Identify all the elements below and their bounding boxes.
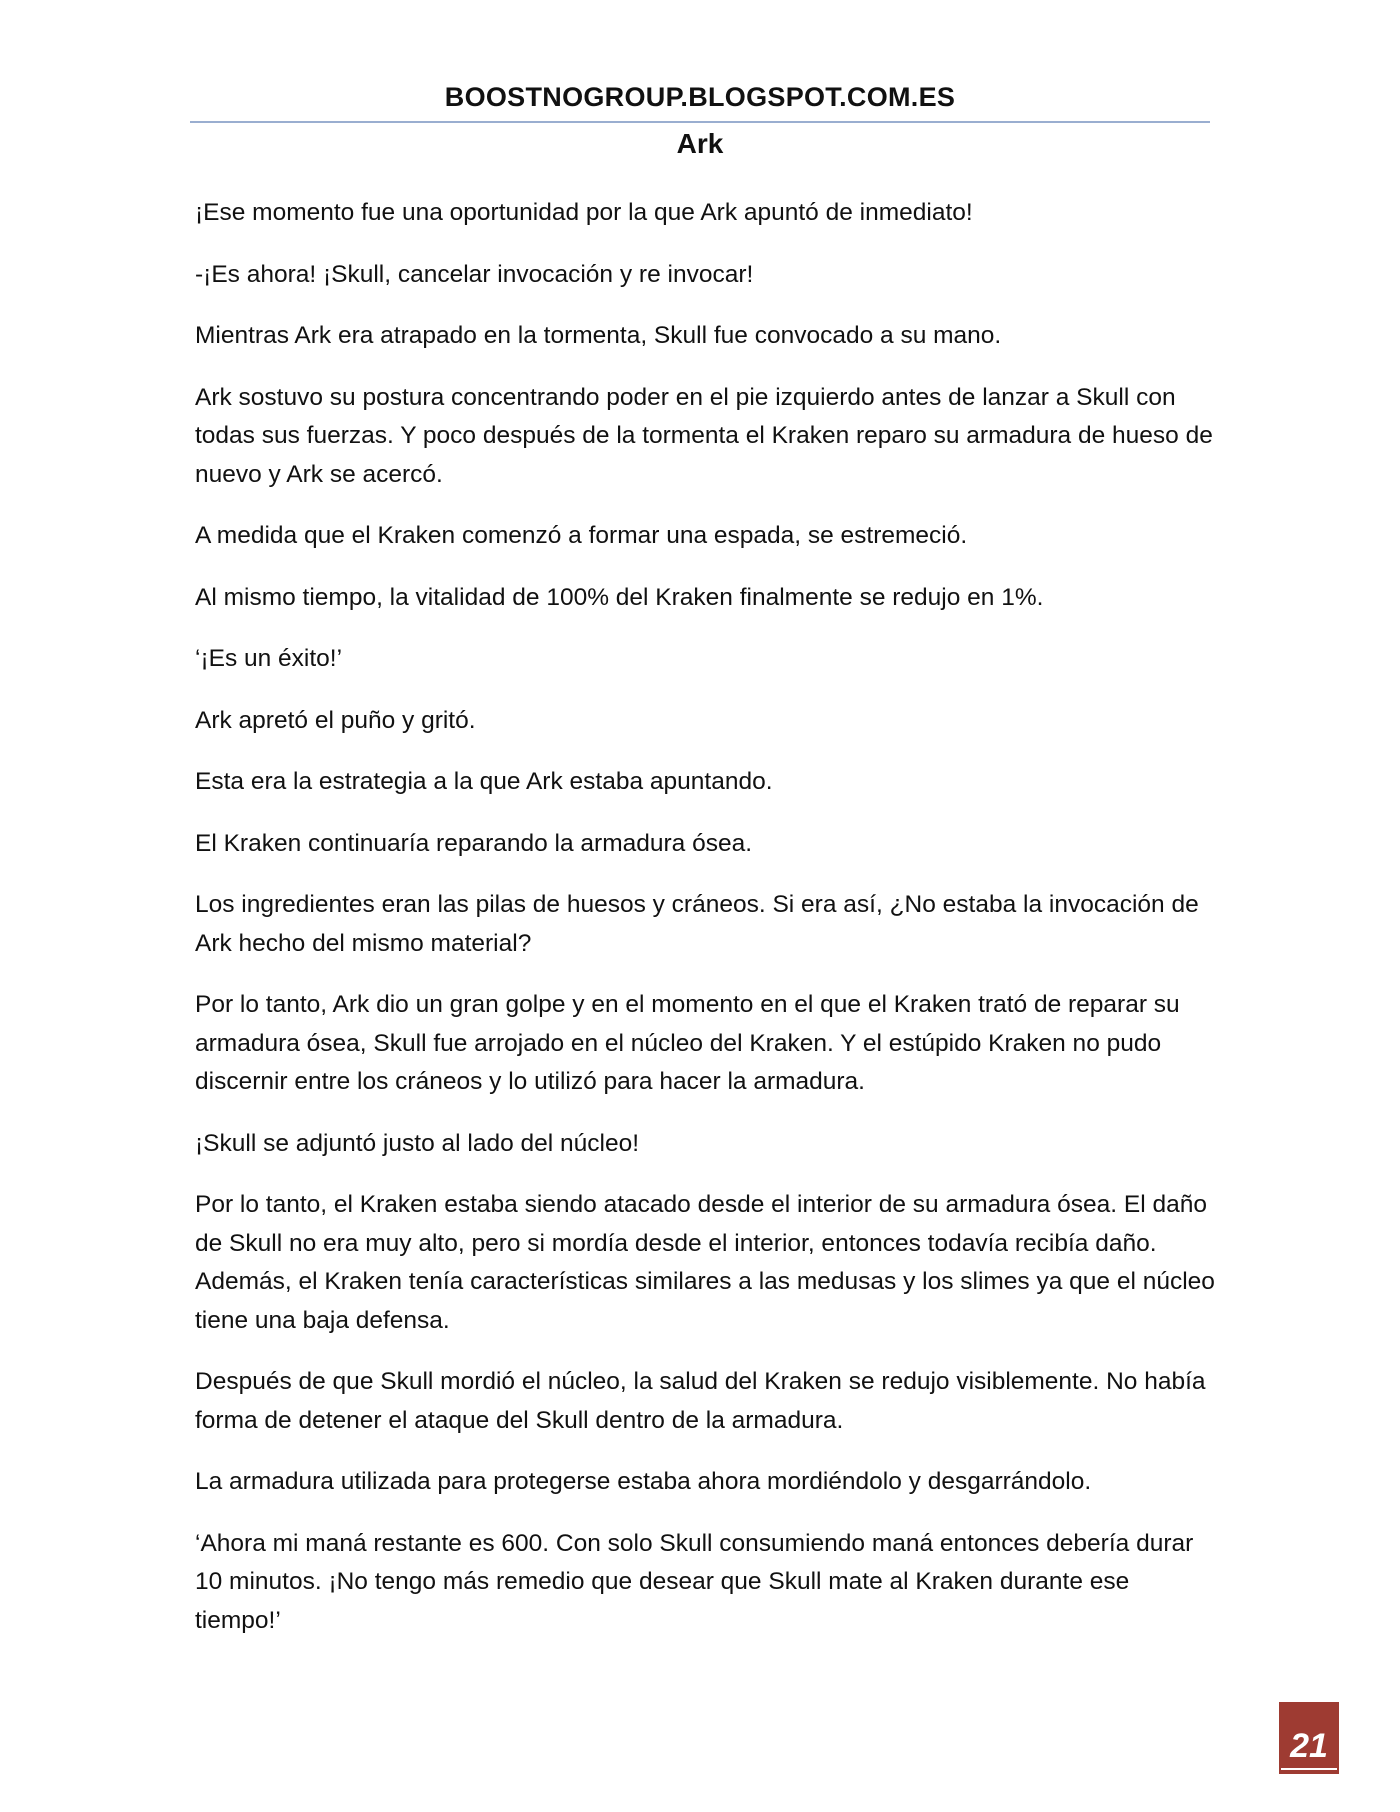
page-number: 21 — [1290, 1727, 1328, 1765]
paragraph: Ark apretó el puño y gritó. — [195, 706, 476, 734]
paragraph: Por lo tanto, Ark dio un gran golpe y en el momento en el que el Kraken trató de reparar su armadura ósea, Skull fue arrojado en el núcleo del Kraken. Y el estúpido Kraken no pudo discernir entre los cráneos y lo utilizó para hacer la armadura. — [195, 991, 1180, 1095]
paragraph: Ark sostuvo su postura concentrando poder en el pie izquierdo antes de lanzar a Skull con todas sus fuerzas. Y poco después de la tormenta el Kraken reparo su armadura de hueso de nuevo y Ark se acercó. — [195, 383, 1213, 488]
paragraph: Esta era la estrategia a la que Ark estaba apuntando. — [195, 768, 773, 795]
page-number-underline — [1281, 1768, 1337, 1770]
paragraph: Los ingredientes eran las pilas de huesos y cráneos. Si era así, ¿No estaba la invocación de Ark hecho del mismo material? — [195, 891, 1199, 957]
paragraph: ‘Ahora mi maná restante es 600. Con solo Skull consumiendo maná entonces debería durar 10 minutos. ¡No tengo más remedio que desear que Skull mate al Kraken durante ese tiempo!’ — [195, 1529, 1194, 1634]
site-header: BOOSTNOGROUP.BLOGSPOT.COM.ES — [444, 82, 956, 112]
paragraph: El Kraken continuaría reparando la armadura ósea. — [195, 829, 753, 857]
paragraph: ¡Ese momento fue una oportunidad por la que Ark apuntó de inmediato! — [195, 199, 973, 226]
paragraph: -¡Es ahora! ¡Skull, cancelar invocación y re invocar! — [195, 260, 754, 288]
paragraph: Después de que Skull mordió el núcleo, la salud del Kraken se redujo visiblemente. No había forma de detener el ataque del Skull dentro de la armadura. — [195, 1368, 1206, 1434]
chapter-title: Ark — [676, 128, 724, 159]
body-text — [195, 194, 1215, 1663]
paragraph: A medida que el Kraken comenzó a formar una espada, se estremeció. — [195, 522, 968, 549]
paragraph: Al mismo tiempo, la vitalidad de 100% del Kraken finalmente se redujo en 1%. — [195, 583, 1044, 611]
page-number-badge — [1279, 1702, 1339, 1774]
paragraph: ‘¡Es un éxito!’ — [195, 645, 343, 672]
paragraph: ¡Skull se adjuntó justo al lado del núcleo! — [195, 1129, 640, 1157]
paragraph: Mientras Ark era atrapado en la tormenta, Skull fue convocado a su mano. — [195, 322, 1002, 349]
paragraph: La armadura utilizada para protegerse estaba ahora mordiéndolo y desgarrándolo. — [195, 1468, 1092, 1495]
paragraph: Por lo tanto, el Kraken estaba siendo atacado desde el interior de su armadura ósea. El daño de Skull no era muy alto, pero si mordía desde el interior, entonces todavía recibía daño. Además, el Kraken tenía características similares a las medusas y los slimes ya que el núcleo tiene una baja defensa. — [195, 1191, 1215, 1334]
header-divider — [190, 121, 1210, 123]
